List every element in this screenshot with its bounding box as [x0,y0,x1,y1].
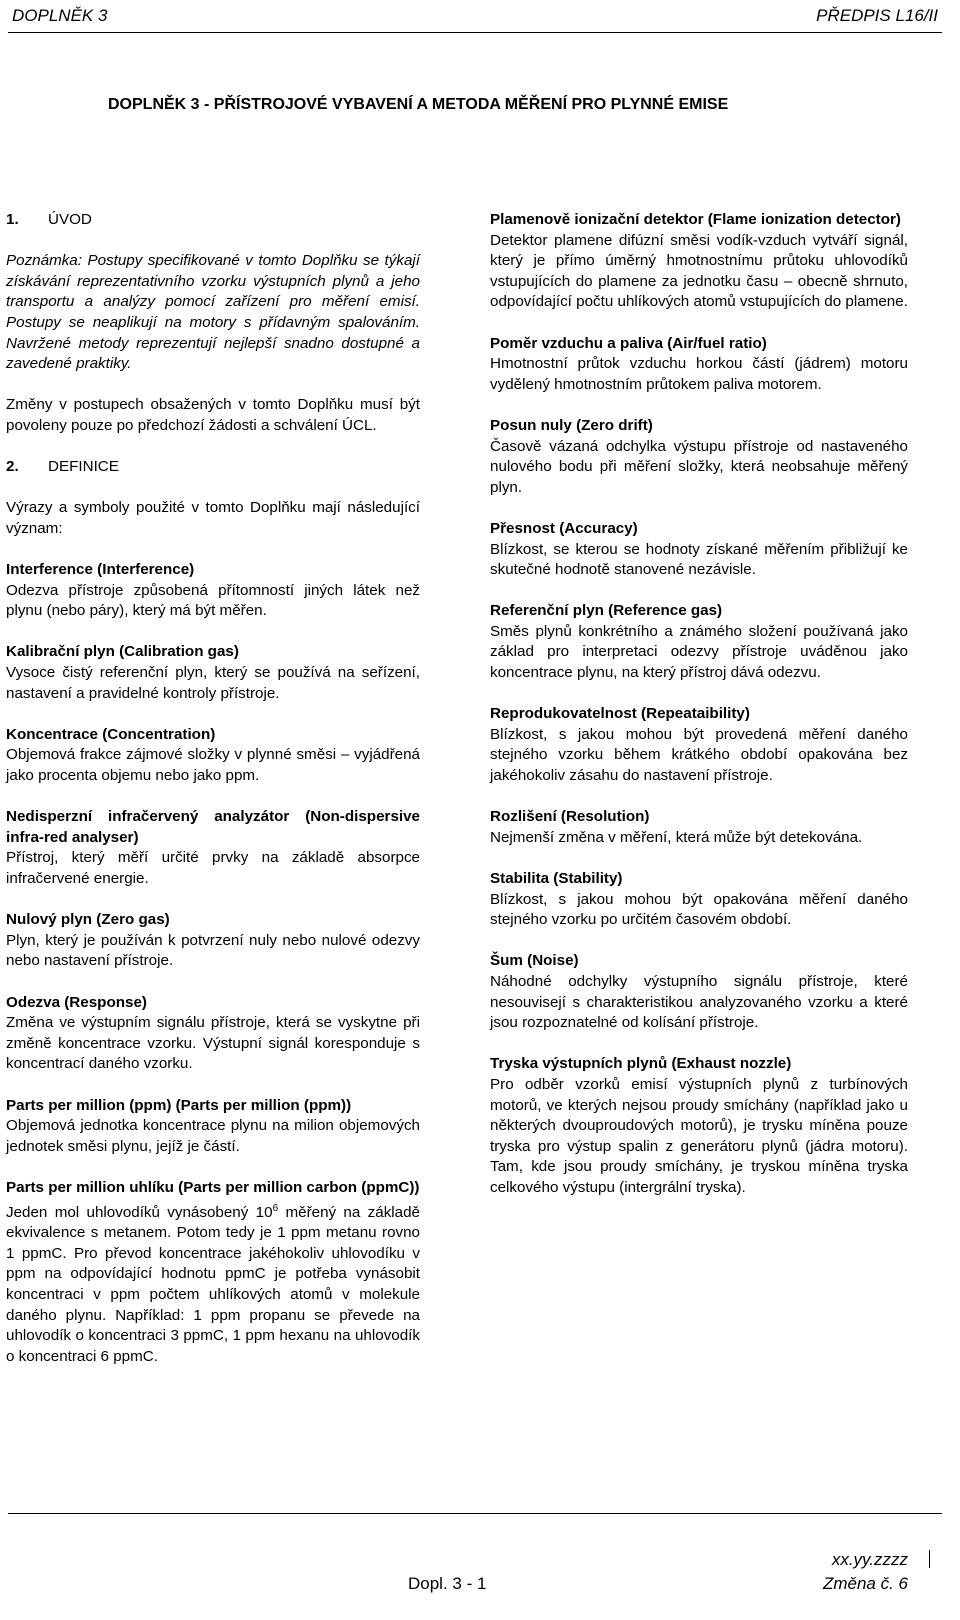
def-zero-drift [490,416,908,498]
def-accuracy [490,519,908,581]
term-title: Stabilita (Stability) [490,870,623,887]
section-heading-definitions: 2. DEFINICE [6,458,119,476]
term-title: Posun nuly (Zero drift) [490,416,653,434]
change-bar [929,1550,930,1568]
term-definition: Změna ve výstupním signálu přístroje, která se vyskytne při změně koncentrace vzorku. Výstupní signál koresponduje s koncentrací daného vzorku. [6,1014,420,1073]
def-exhaust-nozzle [490,1054,908,1198]
term-title: Reprodukovatelnost (Repeataibility) [490,705,750,723]
def-interference [6,560,420,622]
def-resolution [490,807,908,848]
term-definition: Náhodné odchylky výstupního signálu přístroje, které nesouvisejí s charakteristikou analyzovaného vzorku a které jsou rozpoznatelné od kolísání přístroje. [490,972,908,1032]
footer-divider [8,1513,942,1514]
term-title: Interference (Interference) [6,561,195,579]
def-repeatability [490,704,908,786]
header-right: PŘEDPIS L16/II [816,6,938,25]
term-definition: Blízkost, s jakou mohou být opakována měření daného stejného vzorku po určitém časovém období. [490,890,908,929]
def-zero-gas [6,910,420,972]
definitions-intro: Výrazy a symboly použité v tomto Doplňku mají následující význam: [6,499,420,537]
term-title: Nedisperzní infračervený analyzátor (Non-dispersive infra-red analyser) [6,808,420,846]
def-fid [490,210,908,313]
def-air-fuel-ratio [490,334,908,396]
header-divider [8,32,942,33]
footer-change: Změna č. 6 [822,1574,908,1593]
term-definition: Časově vázaná odchylka výstupu přístroje od nastaveného nulového bodu při měření složky, která neobsahuje měřený plyn. [490,437,908,496]
left-column [6,210,420,1367]
term-definition: Směs plynů konkrétního a známého složení používaná jako základ pro interpretaci odezvy přístroje uváděnou jako koncentrace plynu, na který přístroj dává odezvu. [490,622,908,682]
footer-date: xx.yy.zzzz [831,1550,908,1569]
term-definition: Hmotnostní průtok vzduchu horkou částí (jádrem) motoru vydělený hmotnostním průtokem paliva motorem. [490,355,908,393]
term-definition: Nejmenší změna v měření, která může být detekována. [490,828,863,846]
term-definition: Jeden mol uhlovodíků vynásobený $10^6$ měřený na základě ekvivalence s metanem. Potom tedy je 1 ppm metanu rovno 1 ppmC. Pro převod koncentrace jakéhokoliv uhlovodíku v ppm na odpovídající hodnotu ppmC je potřeba vynásobit koncentraci v ppm počtem uhlíkových atomů v molekule daného plynu. Například: 1 ppm propanu se převede na uhlovodík o koncentraci 3 ppmC, 1 ppm hexanu na uhlovodík o koncentraci 6 ppmC. [6,1202,421,1365]
document-title: DOPLNĚK 3 - PŘÍSTROJOVÉ VYBAVENÍ A METODA MĚŘENÍ PRO PLYNNÉ EMISE [108,96,729,113]
section-heading-intro: 1. ÚVOD [6,211,92,228]
page-number: Dopl. 3 - 1 [408,1574,487,1593]
term-definition: Vysoce čistý referenční plyn, který se používá na seřízení, nastavení a pravidelné kontroly přístroje. [6,664,420,702]
term-title: Rozlišení (Resolution) [490,808,650,826]
def-concentration [6,725,420,787]
def-noise [490,951,908,1033]
term-title: Parts per million uhlíku (Parts per million carbon (ppmC)) [6,1178,420,1196]
header-left: DOPLNĚK 3 [12,6,108,25]
term-title: Šum (Noise) [490,952,579,970]
term-definition: Přístroj, který měří určité prvky na základě absorpce infračervené energie. [6,849,420,887]
term-title: Parts per million (ppm) (Parts per million (ppm)) [6,1096,352,1114]
def-stability [490,869,908,931]
term-definition: Objemová jednotka koncentrace plynu na milion objemových jednotek směsi plynu, jejíž je částí. [6,1117,420,1155]
right-column [490,210,908,1199]
def-ppm [6,1096,420,1158]
term-title: Nulový plyn (Zero gas) [6,911,170,929]
term-definition: Objemová frakce zájmové složky v plynné směsi – vyjádřená jako procenta objemu nebo jako ppm. [6,746,420,785]
def-calibration-gas [6,642,420,704]
def-ndir [6,807,420,889]
term-title: Poměr vzduchu a paliva (Air/fuel ratio) [490,334,767,352]
term-definition: Pro odběr vzorků emisí výstupních plynů z turbínových motorů, ve kterých nejsou proudy smíchány (například jako u některých dvouproudových motorů), je trysku míněna pouze tryska pro výstup spalin z generátoru plynů (jádra motoru). Tam, kde jsou proudy smíchány, je tryskou míněna tryska celkového výstupu (intergrální tryska). [490,1075,908,1196]
term-definition: Odezva přístroje způsobená přítomností jiných látek než plynu (nebo páry), který má být měřen. [6,581,420,620]
intro-note: Poznámka: Postupy specifikované v tomto Doplňku se týkají získávání reprezentativního vzorku výstupních plynů a jeho transportu a analýzy pomocí zařízení pro měření emisí. Postupy se neaplikují na motory s přídavným spalováním. Navržené metody reprezentují nejlepší snadno dostupné a zavedené praktiky. [6,252,420,373]
term-title: Kalibrační plyn (Calibration gas) [6,643,239,661]
term-title: Plamenově ionizační detektor (Flame ionization detector) [490,211,901,228]
term-title: Koncentrace (Concentration) [6,725,216,743]
def-response [6,993,420,1075]
term-title: Referenční plyn (Reference gas) [490,602,723,620]
term-definition: Blízkost, s jakou mohou být provedená měření daného stejného vzorku během krátkého období opakována bez jakéhokoliv zásahu do nastavení přístroje. [490,725,908,785]
term-title: Odezva (Response) [6,993,147,1011]
term-definition: Plyn, který je používán k potvrzení nuly nebo nulové odezvy nebo nastavení přístroje. [6,931,420,970]
term-title: Tryska výstupních plynů (Exhaust nozzle) [490,1055,792,1073]
changes-paragraph: Změny v postupech obsažených v tomto Doplňku musí být povoleny pouze po předchozí žádosti a schválení ÚCL. [6,396,420,434]
def-reference-gas [490,601,908,683]
term-definition: Detektor plamene difúzní směsi vodík-vzduch vytváří signál, který je přímo úměrný hmotnostnímu průtoku uhlovodíků vstupujících do plamene za jednotku času – obecně shrnuto, odpovídající počtu uhlíkových atomů vstupujících do plamene. [490,231,908,311]
def-ppmc [6,1178,420,1367]
term-definition: Blízkost, se kterou se hodnoty získané měřením přibližují ke skutečné hodnotě stanovené nezávisle. [490,540,908,579]
term-title: Přesnost (Accuracy) [490,519,638,537]
